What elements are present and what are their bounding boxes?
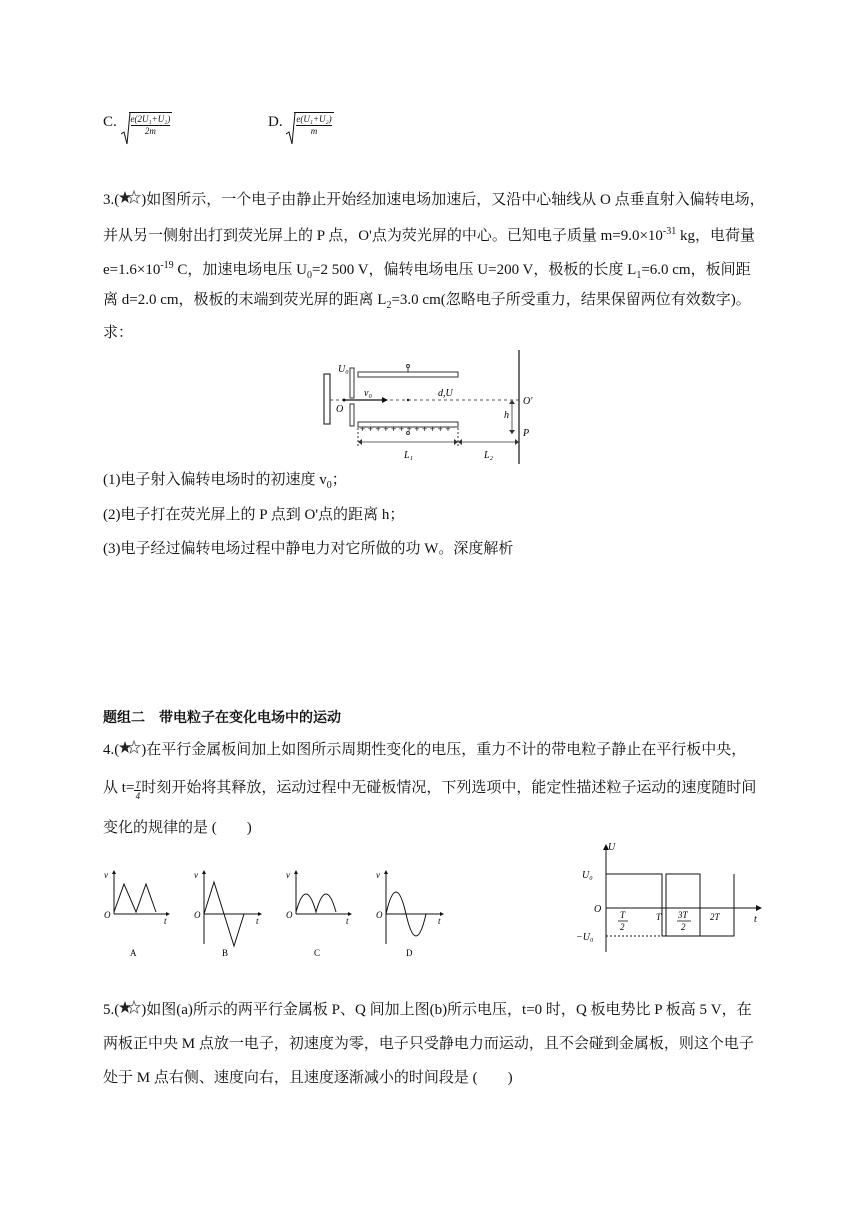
cathode-plate [324, 374, 330, 424]
q3-line2 [103, 222, 755, 246]
option-c-den: 2m [144, 126, 156, 136]
q3-line5: 求： [103, 325, 134, 341]
option-c-label: C. [103, 114, 117, 130]
difficulty-star-icon [119, 190, 141, 206]
label-L2: L₂ [484, 450, 494, 461]
ut-label-T: T [656, 912, 662, 922]
option-d-num: e(U₁+U₂) [296, 114, 332, 124]
q3-line4 [103, 290, 751, 316]
graph-b-o-label: O [194, 910, 201, 920]
graph-d-o-label: O [376, 910, 383, 920]
label-O: O [336, 404, 344, 415]
q3-sub3: (3)电子经过偏转电场过程中静电力对它所做的功 W。深度解析 [103, 541, 514, 557]
ut-label-t-half-den: 2 [620, 922, 625, 932]
q3-sub1-text: (1)电子射入偏转电场时的初速度 v [103, 472, 327, 488]
section2-title: 题组二 带电粒子在变化电场中的运动 [103, 710, 341, 726]
graph-c-o-label: O [286, 910, 293, 920]
q3-sup-e: -19 [160, 260, 174, 271]
ut-label-u: U [608, 842, 616, 853]
graph-a-v-label: v [104, 870, 108, 880]
label-L1: L₁ [404, 450, 414, 461]
q3-sub1-sub: 0 [326, 480, 332, 491]
q5-line3: 处于 M 点右侧、速度向右，且速度逐渐减小的时间段是 ( ) [103, 1070, 513, 1086]
q3-line3 [103, 256, 751, 286]
q3-sub2: (2)电子打在荧光屏上的 P 点到 O'点的距离 h； [103, 507, 405, 523]
ut-label-t: t [754, 914, 757, 925]
graph-d-v-label: v [376, 870, 380, 880]
q5-text1: )如图(a)所示的两平行金属板 P、Q 间加上图(b)所示电压，t=0 时，Q 板电势比 P 板高 5 V，在 [141, 1002, 752, 1018]
ut-label-o: O [594, 904, 602, 915]
option-c-num: e(2U₁+U₂) [130, 114, 171, 124]
label-P: P [523, 428, 530, 439]
option-d-den: m [310, 126, 318, 136]
graph-c-caption: C [314, 948, 321, 958]
graph-b-caption: B [222, 948, 229, 958]
difficulty-star-icon [119, 740, 141, 756]
graph-b-v-label: v [194, 870, 198, 880]
q3-sub1 [103, 470, 347, 496]
graph-a-t-label: t [164, 916, 167, 926]
graph-d [376, 870, 444, 958]
option-d-formula [286, 112, 333, 139]
q3-sub2: 2 [386, 300, 392, 311]
q4-line1 [103, 740, 746, 760]
q3-text3a: e=1.6×10 [103, 262, 161, 278]
q5-line2: 两板正中央 M 点放一电子，初速度为零，电子只受静电力而运动，且不会碰到金属板，则这个电子 [103, 1036, 754, 1052]
ut-label-3t-den: 2 [681, 922, 686, 932]
option-d-label: D. [268, 114, 283, 130]
q3-text1: )如图所示，一个电子由静止开始经加速电场加速后，又沿中心轴线从 O 点垂直射入偏转电场， [141, 192, 765, 208]
label-O-prime: O' [523, 396, 533, 407]
accel-plate-left-top [350, 368, 354, 398]
q3-sub1-tail: ； [331, 472, 347, 488]
q4-text2a: 从 t= [103, 780, 135, 796]
label-v0: v₀ [364, 388, 372, 399]
q3-text3c: =2 500 V，偏转电场电压 U=200 V，极板的长度 L [312, 262, 637, 278]
q4-voltage-time-graph [576, 842, 766, 956]
graph-a-caption: A [130, 948, 137, 958]
q3-text2-tail: kg，电荷量 [676, 228, 756, 244]
frac-den: 4 [135, 791, 141, 801]
q3-deflection-figure [320, 346, 550, 466]
q3-sub0: 0 [307, 270, 313, 281]
q5-number: 5.( [103, 1002, 120, 1018]
q4-number: 4.( [103, 742, 120, 758]
q3-text3d: =6.0 cm，板间距 [641, 262, 751, 278]
label-dU: d,U [438, 388, 453, 399]
graph-c-t-label: t [346, 916, 349, 926]
q3-text3b: C，加速电场电压 U [173, 262, 308, 278]
ut-label-u0: U₀ [582, 870, 593, 881]
ut-label-2T: 2T [710, 912, 720, 922]
accel-plate-left-bottom [350, 404, 354, 426]
positive-charges: + + + + + + + + + + + + [360, 424, 451, 434]
graph-b-t-label: t [256, 916, 259, 926]
ut-label-neg-u0: −U₀ [576, 932, 594, 943]
radical-sign-icon [286, 112, 296, 146]
graph-c-v-label: v [286, 870, 290, 880]
q3-sub1: 1 [636, 270, 642, 281]
graph-a [104, 870, 170, 958]
option-d [268, 110, 334, 139]
graph-d-t-label: t [438, 916, 441, 926]
q3-sup-m: -31 [662, 226, 677, 237]
q3-text2: 并从另一侧射出打到荧光屏上的 P 点，O'点为荧光屏的中心。已知电子质量 m=9.0×10 [103, 228, 663, 244]
difficulty-star-icon [119, 1000, 141, 1016]
q4-line3: 变化的规律的是 ( ) [103, 820, 252, 836]
ut-label-t-half-num: T [620, 910, 626, 920]
graph-a-o-label: O [104, 910, 111, 920]
q4-text1: )在平行金属板间加上如图所示周期性变化的电压，重力不计的带电粒子静止在平行板中央， [141, 742, 747, 758]
graph-b [194, 870, 262, 958]
q3-text4a: 离 d=2.0 cm，极板的末端到荧光屏的距离 L [103, 292, 387, 308]
label-h: h [504, 410, 509, 421]
graph-c [286, 870, 352, 958]
q3-number: 3.( [103, 192, 120, 208]
frac-num: T [135, 780, 141, 790]
radical-sign-icon [121, 112, 131, 146]
q3-line1 [103, 190, 765, 210]
option-c-formula [121, 112, 173, 139]
q5-line1 [103, 1000, 752, 1020]
q4-option-graphs [100, 866, 450, 960]
option-c [103, 110, 172, 139]
q4-line2 [103, 778, 756, 801]
ut-label-3t-num: 3T [678, 910, 688, 920]
top-deflection-plate [358, 372, 458, 377]
q4-text2b: 时刻开始将其释放，运动过程中无碰板情况，下列选项中，能定性描述粒子运动的速度随时间 [141, 780, 757, 796]
q3-text4b: =3.0 cm(忽略电子所受重力，结果保留两位有效数字)。 [391, 292, 751, 308]
graph-d-caption: D [406, 948, 413, 958]
label-u0: U₀ [338, 364, 349, 375]
